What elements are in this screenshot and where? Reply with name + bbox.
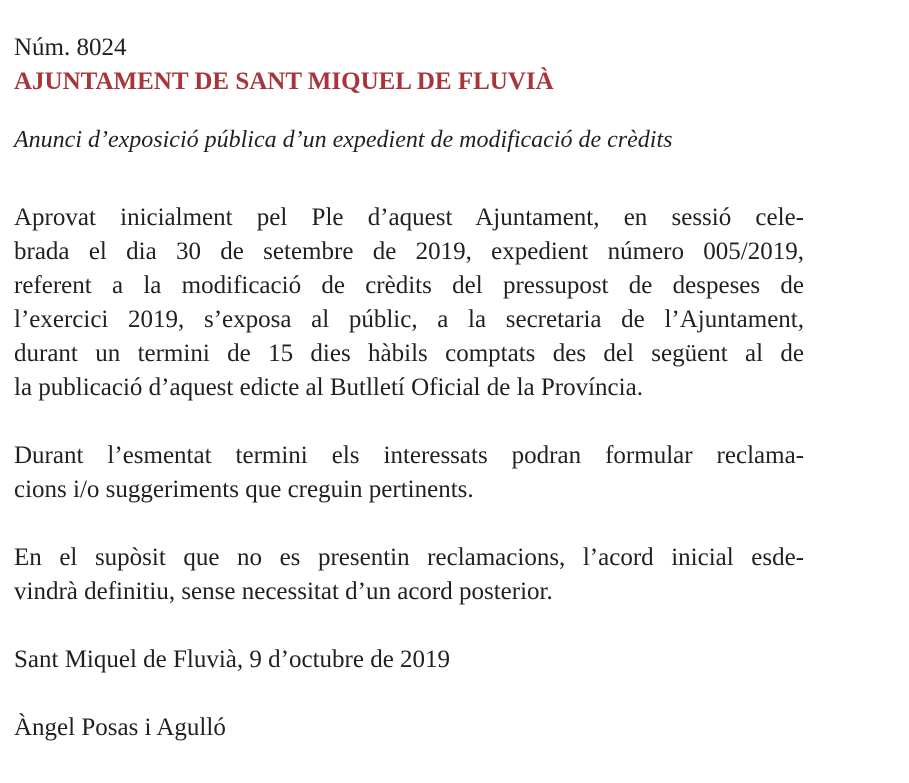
paragraph-line: Durant l’esmentat termini els interessats podran formular reclama- (14, 442, 804, 469)
paragraph-line: referent a la modificació de crèdits del pressupost de despeses de (14, 272, 804, 299)
paragraph-line: brada el dia 30 de setembre de 2019, expedient número 005/2019, (14, 238, 804, 265)
paragraph-line: vindrà definitiu, sense necessitat d’un acord posterior. (14, 578, 553, 605)
announcement-subject: Anunci d’exposició pública d’un expedient de modificació de crèdits (14, 127, 673, 153)
paragraph-line: Aprovat inicialment pel Ple d’aquest Ajuntament, en sessió cele- (14, 204, 804, 231)
signatory-name: Àngel Posas i Agulló (14, 714, 226, 741)
paragraph-approval (14, 201, 804, 405)
announcement-document (14, 31, 804, 745)
issuer-title: AJUNTAMENT DE SANT MIQUEL DE FLUVIÀ (14, 68, 554, 95)
paragraph-line: durant un termini de 15 dies hàbils comptats des del següent al de (14, 340, 804, 367)
paragraph-claims (14, 439, 804, 507)
paragraph-final-approval (14, 541, 804, 609)
place-and-date: Sant Miquel de Fluvià, 9 d’octubre de 2019 (14, 646, 451, 673)
paragraph-line: En el supòsit que no es presentin reclamacions, l’acord inicial esde- (14, 544, 804, 571)
paragraph-line: l’exercici 2019, s’exposa al públic, a la secretaria de l’Ajuntament, (14, 306, 804, 333)
paragraph-line: la publicació d’aquest edicte al Butlletí Oficial de la Província. (14, 374, 643, 401)
paragraph-line: cions i/o suggeriments que creguin pertinents. (14, 476, 474, 503)
announcement-number: Núm. 8024 (14, 34, 127, 61)
